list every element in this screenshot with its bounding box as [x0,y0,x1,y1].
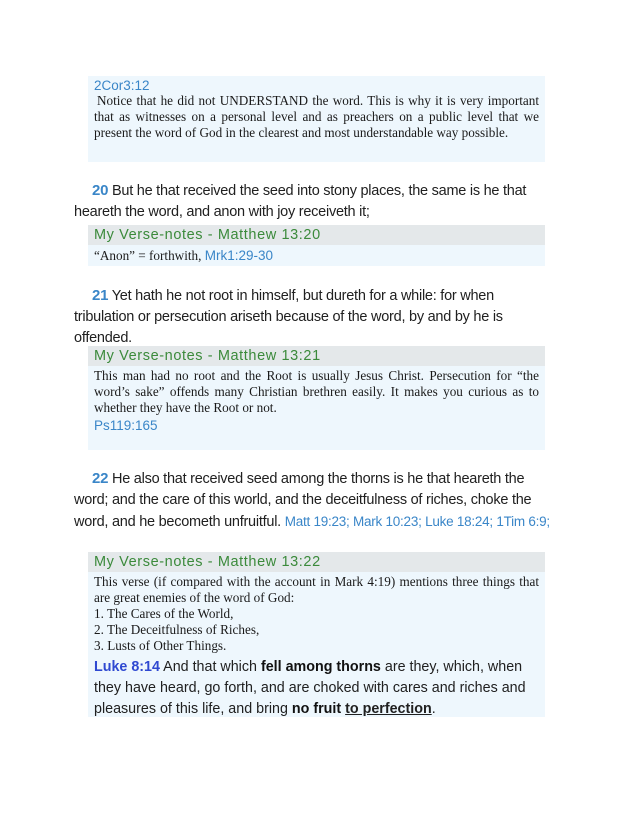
verse-21 [74,285,552,349]
list-item: 1. The Cares of the World, [94,606,234,621]
verse-text: But he that received the seed into stony places, the same is he that heareth the word, and anon with joy receiveth it; [74,183,527,220]
note-matthew-13-22 [88,552,545,717]
note-ref-link[interactable]: 2Cor3:12 [94,78,150,93]
note-ref-link[interactable]: Ps119:165 [94,418,158,433]
quote-bold: fell among thorns [260,659,381,675]
note-header: My Verse-notes - Matthew 13:22 [88,552,545,572]
note-line: This verse (if compared with the account in Mark 4:19) mentions three things that are great enemies of the word of God: [94,574,539,605]
quote-bold: no fruit [291,701,342,717]
note-text: This man had no root and the Root is usually Jesus Christ. Persecution for “the word’s sake” offends many Christian brethren easily. It makes you curious as to whether they have the Root or not. [94,368,539,415]
note-header: My Verse-notes - Matthew 13:20 [88,225,545,245]
luke-ref-link[interactable]: Luke 8:14 [94,659,160,675]
note-header: My Verse-notes - Matthew 13:21 [88,346,545,366]
quote-underline: to perfection [345,701,432,717]
verse-number: 22 [92,470,109,487]
verse-22 [74,468,552,533]
verse-text: He also that received seed among the thorns is he that heareth the word; and the care of this world, and the deceitfulness of riches, choke the word, and he becometh unfruitful. [74,471,532,530]
verse-number: 21 [92,287,109,304]
quote-text: are they, which, when they have heard, go forth, and are choked with cares and riches and pleasures of this life, and bring [94,659,526,717]
quote-end: . [431,701,436,717]
note-text: “Anon” = forthwith, [94,248,202,263]
verse-text: Yet hath he not root in himself, but dureth for a while: for when tribulation or persecution ariseth because of the word, by and by he is offended. [74,288,503,346]
quote-text: And that which [163,659,257,675]
cross-references[interactable]: Matt 19:23; Mark 10:23; Luke 18:24; 1Tim 6:9; [284,514,550,529]
luke-quote [94,657,539,720]
verse-20 [74,180,552,223]
list-item: 3. Lusts of Other Things. [94,638,227,653]
note-ref-link[interactable]: Mrk1:29-30 [204,248,273,263]
note-text: Notice that he did not UNDERSTAND the word. This is why it is very important that as witnesses on a personal level and as preachers on a public level that we present the word of God in the clearest and most understandable way possible. [94,93,539,140]
note-matthew-13-21 [88,346,545,450]
list-item: 2. The Deceitfulness of Riches, [94,622,260,637]
note-2cor [88,76,545,162]
verse-number: 20 [92,182,109,199]
note-matthew-13-20 [88,225,545,266]
